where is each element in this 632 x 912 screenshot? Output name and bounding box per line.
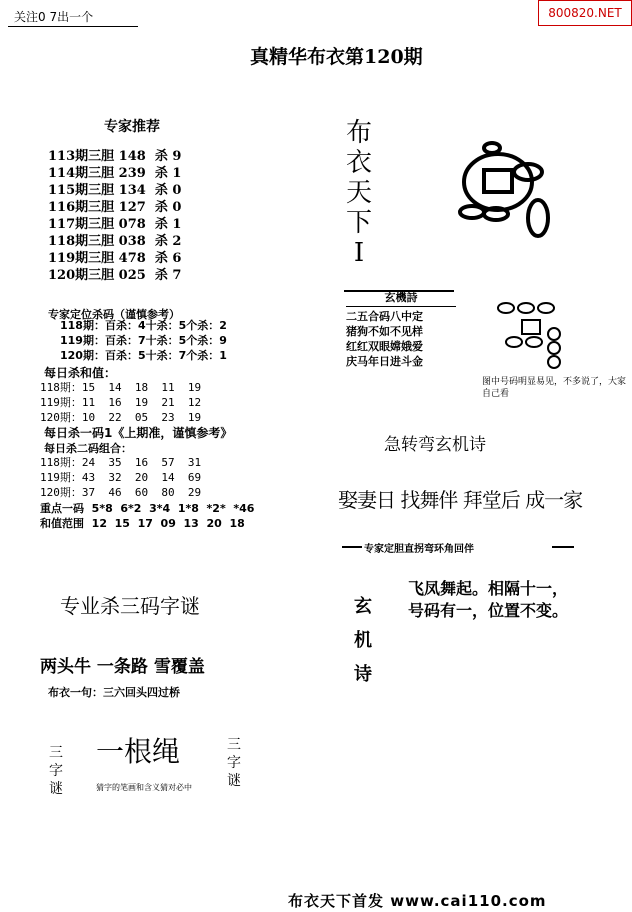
list-item: 120期：37 46 60 80 29 <box>40 486 202 499</box>
list-item: 猪狗不如不见样 <box>346 325 423 338</box>
right-vertical-title: 布衣天下I <box>345 118 372 268</box>
list-item: 120期：百杀：5十杀：7个杀：1 <box>60 349 227 362</box>
riddle-title: 专业杀三码字谜 <box>60 594 200 618</box>
list-item: 116期三胆 127 杀 0 <box>48 200 182 215</box>
list-item: 庆马年日进斗金 <box>346 355 423 368</box>
list-item: 飞凤舞起。相隔十一， <box>408 579 569 598</box>
footer: 布衣天下首发 www.cai110.com <box>288 892 547 910</box>
poem2-sub-rule-right <box>552 546 574 548</box>
expert-title: 专家推荐 <box>104 119 160 135</box>
top-note-underline <box>8 26 138 27</box>
list-item: 118期：24 35 16 57 31 <box>40 456 202 469</box>
poem-box <box>346 290 456 369</box>
range-line: 和值范围 12 15 17 09 13 20 18 <box>40 517 245 530</box>
list-item: 120期三胆 025 杀 7 <box>48 268 182 283</box>
daily-sum-title: 每日杀和值： <box>44 366 117 380</box>
number-figure <box>486 296 576 376</box>
list-item: 二五合码八中定 <box>346 310 423 323</box>
page-title: 真精华布衣第120期 <box>250 46 423 68</box>
list-item: 114期三胆 239 杀 1 <box>48 166 182 181</box>
focus-line: 重点一码 5*8 6*2 3*4 1*8 *2* *46 <box>40 502 255 515</box>
daily-sum-list <box>40 380 201 425</box>
list-item: 117期三胆 078 杀 1 <box>48 217 182 232</box>
list-item: 119期：11 16 19 21 12 <box>40 396 202 409</box>
pair-kill-list <box>40 455 201 500</box>
expert-list <box>48 148 181 284</box>
riddle-words: 两头牛 一条路 雪覆盖 <box>40 657 205 677</box>
puzzle-figure <box>432 120 582 240</box>
list-item: 118期：百杀：4十杀：5个杀：2 <box>60 319 227 332</box>
poem2-sub-rule-left <box>342 546 362 548</box>
riddle-rope-hint: 猜字的笔画和含义猜对必中 <box>96 783 192 792</box>
xuan-text <box>408 578 568 622</box>
poem2-line: 娶妻日 找舞伴 拜堂后 成一家 <box>338 488 583 512</box>
position-kill-list <box>60 318 227 363</box>
list-item: 113期三胆 148 杀 9 <box>48 149 182 164</box>
list-item: 118期三胆 038 杀 2 <box>48 234 182 249</box>
kill-one-line: 每日杀一码1《上期准，谨慎参考》 <box>44 426 233 440</box>
list-item: 号码有一，位置不变。 <box>408 601 569 620</box>
position-kill-title: 专家定位杀码（谨慎参考） <box>48 308 180 321</box>
list-item: 115期三胆 134 杀 0 <box>48 183 182 198</box>
riddle-left-vertical: 三字谜 <box>49 745 63 797</box>
list-item: 119期：百杀：7十杀：5个杀：9 <box>60 334 227 347</box>
list-item: 118期：15 14 18 11 19 <box>40 381 202 394</box>
list-item: 119期三胆 478 杀 6 <box>48 251 182 266</box>
image-caption: 图中号码明显易见，不多说了，大家自己看 <box>482 377 627 399</box>
riddle-line: 布衣一句：三六回头四过桥 <box>48 686 180 699</box>
list-item: 119期：43 32 20 14 69 <box>40 471 202 484</box>
xuan-vertical: 玄机诗 <box>354 596 372 685</box>
pair-kill-title: 每日杀二码组合： <box>44 442 132 455</box>
poem2-sub: 专家定胆直拐弯环角回伴 <box>364 544 474 555</box>
list-item: 120期：10 22 05 23 19 <box>40 411 202 424</box>
poem2-title: 急转弯玄机诗 <box>384 435 486 455</box>
site-badge[interactable]: 800820.NET <box>538 0 632 26</box>
riddle-rope: 一根绳 <box>96 735 181 768</box>
riddle-right-vertical: 三字谜 <box>227 737 241 789</box>
poem-box-title: 玄機詩 <box>346 290 456 307</box>
top-note: 关注0 7出一个 <box>14 10 94 24</box>
list-item: 红红双眼嫦娥爱 <box>346 340 423 353</box>
